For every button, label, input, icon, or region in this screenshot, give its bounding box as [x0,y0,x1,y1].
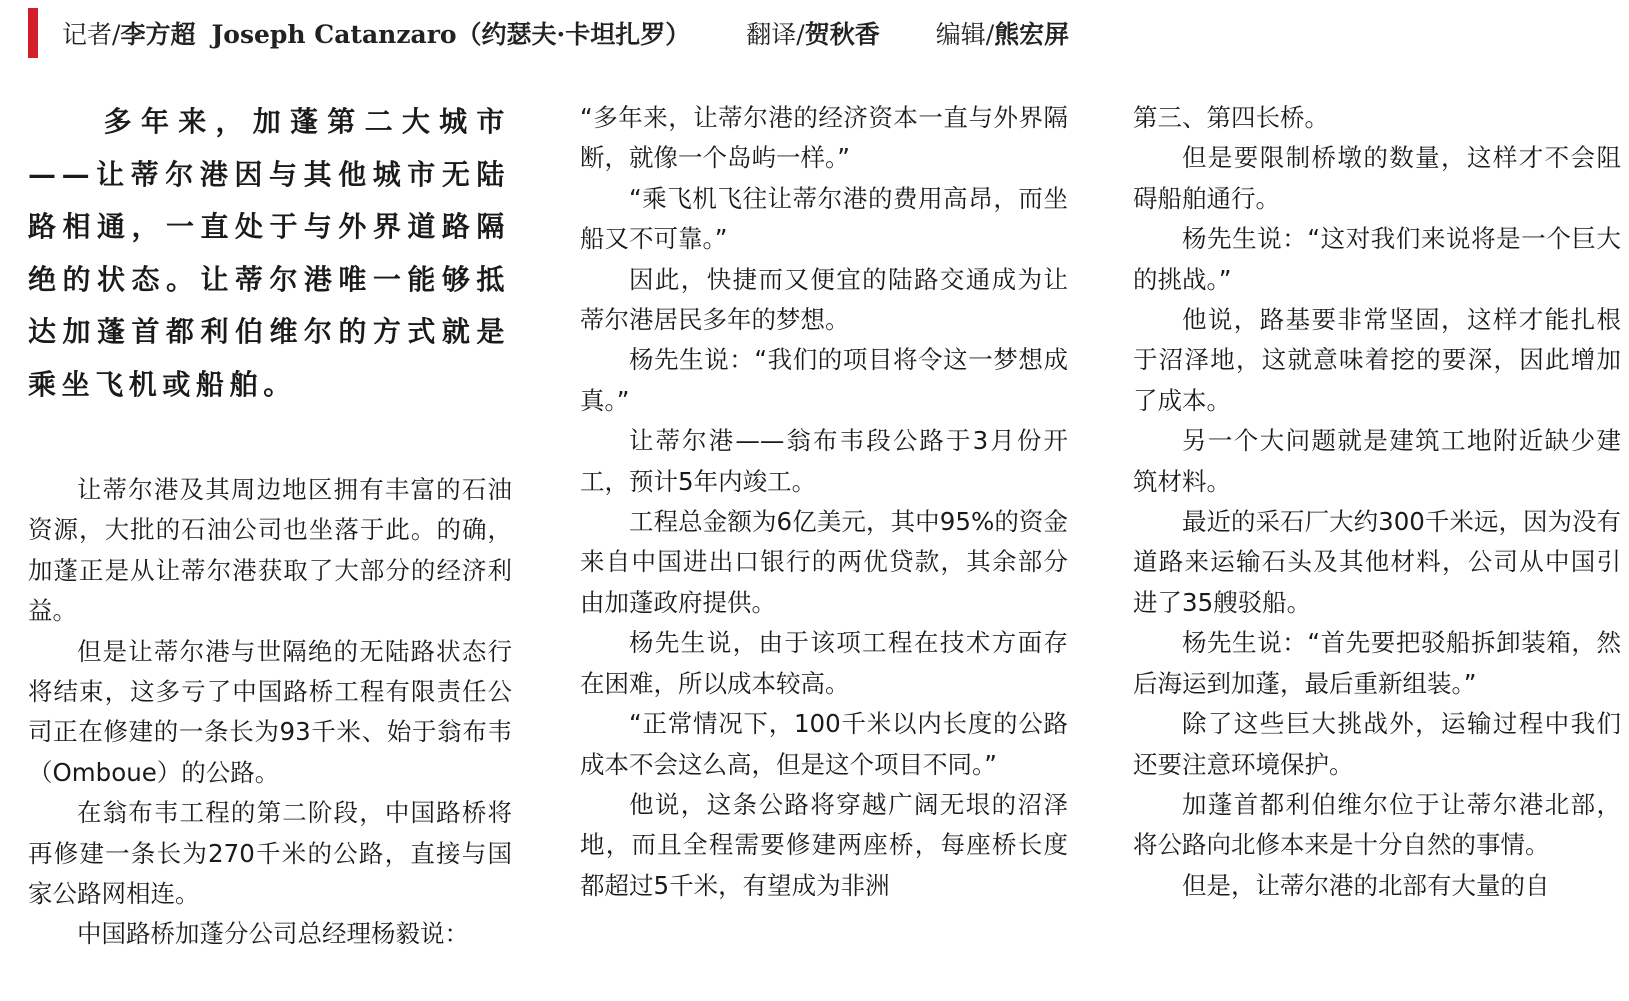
lead-text: 多年来，加蓬第二大城市——让蒂尔港因与其他城市无陆路相通，一直处于与外界道路隔绝的状态。让蒂尔港唯一能够抵达加蓬首都利伯维尔的方式就是乘坐飞机或船舶。 [28,105,510,401]
paragraph: 加蓬首都利伯维尔位于让蒂尔港北部，将公路向北修本来是十分自然的事情。 [1133,789,1621,860]
reporter-label: 记者/ [62,20,121,49]
lead-paragraph [28,96,510,411]
reporter-name: 李方超 [120,20,196,49]
paragraph: 但是要限制桥墩的数量，这样才不会阻碍船舶通行。 [1133,143,1621,213]
paragraph: 他说，这条公路将穿越广阔无垠的沼泽地，而且全程需要修建两座桥，每座桥长度都超过5千米，有望成为非洲 [580,789,1068,900]
byline [62,15,1069,51]
paragraph: 让蒂尔港及其周边地区拥有丰富的石油资源，大批的石油公司也坐落于此。的确，加蓬正是从让蒂尔港获取了大部分的经济利益。 [28,475,512,626]
paragraph: 杨先生说：“首先要把驳船拆卸装箱，然后海运到加蓬，最后重新组装。” [1133,628,1621,698]
paragraph: “乘飞机飞往让蒂尔港的费用高昂，而坐船又不可靠。” [580,183,1068,254]
column-1 [28,470,512,955]
paragraph: 另一个大问题就是建筑工地附近缺少建筑材料。 [1133,426,1621,496]
paragraph: “正常情况下，100千米以内长度的公路成本不会这么高，但是这个项目不同。” [580,709,1068,779]
paragraph: 因此，快捷而又便宜的陆路交通成为让蒂尔港居民多年的梦想。 [580,264,1068,335]
article-header [28,8,1069,58]
paragraph: 除了这些巨大挑战外，运输过程中我们还要注意环境保护。 [1133,709,1621,779]
editor-label: 编辑/ [935,20,995,49]
paragraph: 中国路桥加蓬分公司总经理杨毅说： [77,919,469,949]
paragraph: 但是让蒂尔港与世隔绝的无陆路状态行将结束，这多亏了中国路桥工程有限责任公司正在修建的一条长为93千米、始于翁布韦（Omboue）的公路。 [28,636,512,787]
paragraph: 杨先生说：“我们的项目将令这一梦想成真。” [580,345,1068,415]
paragraph: 最近的采石厂大约300千米远，因为没有道路来运输石头及其他材料，公司从中国引进了35艘驳船。 [1133,507,1621,617]
column-3 [1133,98,1621,906]
accent-bar [28,8,38,58]
translator-label: 翻译/ [746,20,805,49]
translator-name: 贺秋香 [804,20,880,49]
paragraph: 让蒂尔港——翁布韦段公路于3月份开工，预计5年内竣工。 [580,426,1068,496]
paragraph: “多年来，让蒂尔港的经济资本一直与外界隔断，就像一个岛屿一样。” [580,103,1068,173]
editor-name: 熊宏屏 [994,20,1070,49]
paragraph: 第三、第四长桥。 [1133,103,1329,132]
paragraph: 但是，让蒂尔港的北部有大量的自 [1182,870,1550,900]
coauthor-name: Joseph Catanzaro（约瑟夫·卡坦扎罗） [211,20,691,49]
paragraph: 杨先生说，由于该项工程在技术方面存在困难，所以成本较高。 [580,628,1068,698]
paragraph: 他说，路基要非常坚固，这样才能扎根于沼泽地，这就意味着挖的要深，因此增加了成本。 [1133,305,1621,415]
paragraph: 在翁布韦工程的第二阶段，中国路桥将再修建一条长为270千米的公路，直接与国家公路网相连。 [28,798,512,909]
column-2 [580,98,1068,906]
paragraph: 杨先生说：“这对我们来说将是一个巨大的挑战。” [1133,224,1621,294]
paragraph: 工程总金额为6亿美元，其中95%的资金来自中国进出口银行的两优贷款，其余部分由加蓬政府提供。 [580,507,1068,617]
